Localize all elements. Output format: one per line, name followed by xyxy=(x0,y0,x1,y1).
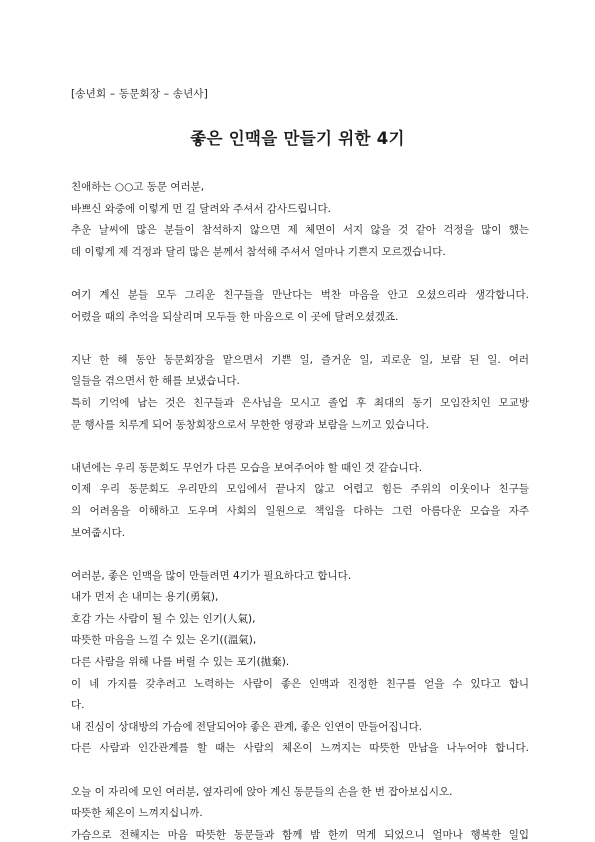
text-line: 이제 우리 동문회도 우리만의 모임에서 끝나지 않고 어렵고 힘든 주위의 이웃이나 친구들 xyxy=(71,483,529,496)
text-line: 다. xyxy=(71,699,85,712)
paragraph-gap xyxy=(71,544,529,566)
paragraph xyxy=(71,177,529,263)
text-line: 다른 사람과 인간관계를 할 때는 사람의 체온이 느껴지는 따뜻한 만남을 나누어야 합니다. xyxy=(71,742,529,755)
paragraph-gap xyxy=(71,328,529,350)
text-line: 가슴으로 전해지는 마음 따뜻한 동문들과 함께 밤 한끼 먹게 되었으니 얼마나 행복한 일입 xyxy=(71,828,529,841)
text-line: 호감 가는 사람이 될 수 있는 인기(人氣), xyxy=(71,612,256,625)
text-line: 따뜻한 마음을 느낄 수 있는 온기((溫氣), xyxy=(71,634,257,647)
text-line: 내년에는 우리 동문회도 무언가 다른 모습을 보여주어야 할 때인 것 같습니다. xyxy=(71,461,423,474)
text-line: 보여줍시다. xyxy=(71,526,126,539)
text-line: 친애하는 ○○고 동문 여러분, xyxy=(71,181,205,193)
text-line: 특히 기억에 남는 것은 친구들과 은사님을 모시고 졸업 후 최대의 동기 모임잔치인 모교방 xyxy=(71,396,529,409)
paragraph xyxy=(71,782,529,842)
text-line: 오늘 이 자리에 모인 여러분, 옆자리에 앉아 계신 동문들의 손을 한 번 잡아보십시오. xyxy=(71,785,453,798)
paragraph xyxy=(71,285,529,328)
document-title: 좋은 인맥을 만들기 위한 4기 xyxy=(190,129,405,148)
text-line: 내 진심이 상대방의 가슴에 전달되어야 좋은 관계, 좋은 인연이 만들어집니다. xyxy=(71,720,423,733)
text-line: 어렸을 때의 추억을 되살리며 모두들 한 마음으로 이 곳에 달려오셨겠죠. xyxy=(71,310,399,323)
document-category-tag: [송년회 – 동문회장 – 송년사] xyxy=(71,88,209,100)
text-line: 지난 한 해 동안 동문회장을 맡으면서 기쁜 일, 즐거운 일, 괴로운 일, 보람 된 일. 여러 xyxy=(71,353,529,366)
paragraph xyxy=(71,458,529,544)
paragraph-gap xyxy=(71,436,529,458)
paragraph-gap xyxy=(71,760,529,782)
paragraph-gap xyxy=(71,263,529,285)
paragraph xyxy=(71,566,529,760)
text-line: 여러분, 좋은 인맥을 많이 만들려면 4기가 필요하다고 합니다. xyxy=(71,569,352,582)
text-line: 다른 사람을 위해 나를 버릴 수 있는 포기(拋棄). xyxy=(71,656,290,669)
text-line: 일들을 겪으면서 한 해를 보냈습니다. xyxy=(71,375,240,388)
paragraph xyxy=(71,350,529,436)
text-line: 문 행사를 치루게 되어 동창회장으로서 무한한 영광과 보람을 느끼고 있습니다. xyxy=(71,418,429,431)
text-line: 여기 계신 분들 모두 그리운 친구들을 만난다는 벅찬 마음을 안고 오셨으리라 생각합니다. xyxy=(71,288,529,301)
text-line: 데 이렇게 제 걱정과 달리 많은 분께서 참석해 주셔서 얼마나 기쁜지 모르겠습니다. xyxy=(71,245,446,258)
text-line: 바쁘신 와중에 이렇게 먼 길 달려와 주셔서 감사드립니다. xyxy=(71,202,331,215)
text-line: 의 어려움을 이해하고 도우며 사회의 일원으로 책임을 다하는 그런 아름다운 모습을 자주 xyxy=(71,504,529,517)
document-body xyxy=(71,177,529,842)
text-line: 내가 먼저 손 내미는 용기(勇氣), xyxy=(71,591,219,604)
text-line: 추운 날씨에 많은 분들이 참석하지 않으면 제 체면이 서지 않을 것 같아 걱정을 많이 했는 xyxy=(71,224,529,237)
text-line: 이 네 가지를 갖추려고 노력하는 사람이 좋은 인맥과 진정한 친구를 얻을 수 있다고 합니 xyxy=(71,677,529,690)
text-line: 따뜻한 체온이 느껴지십니까. xyxy=(71,807,203,820)
